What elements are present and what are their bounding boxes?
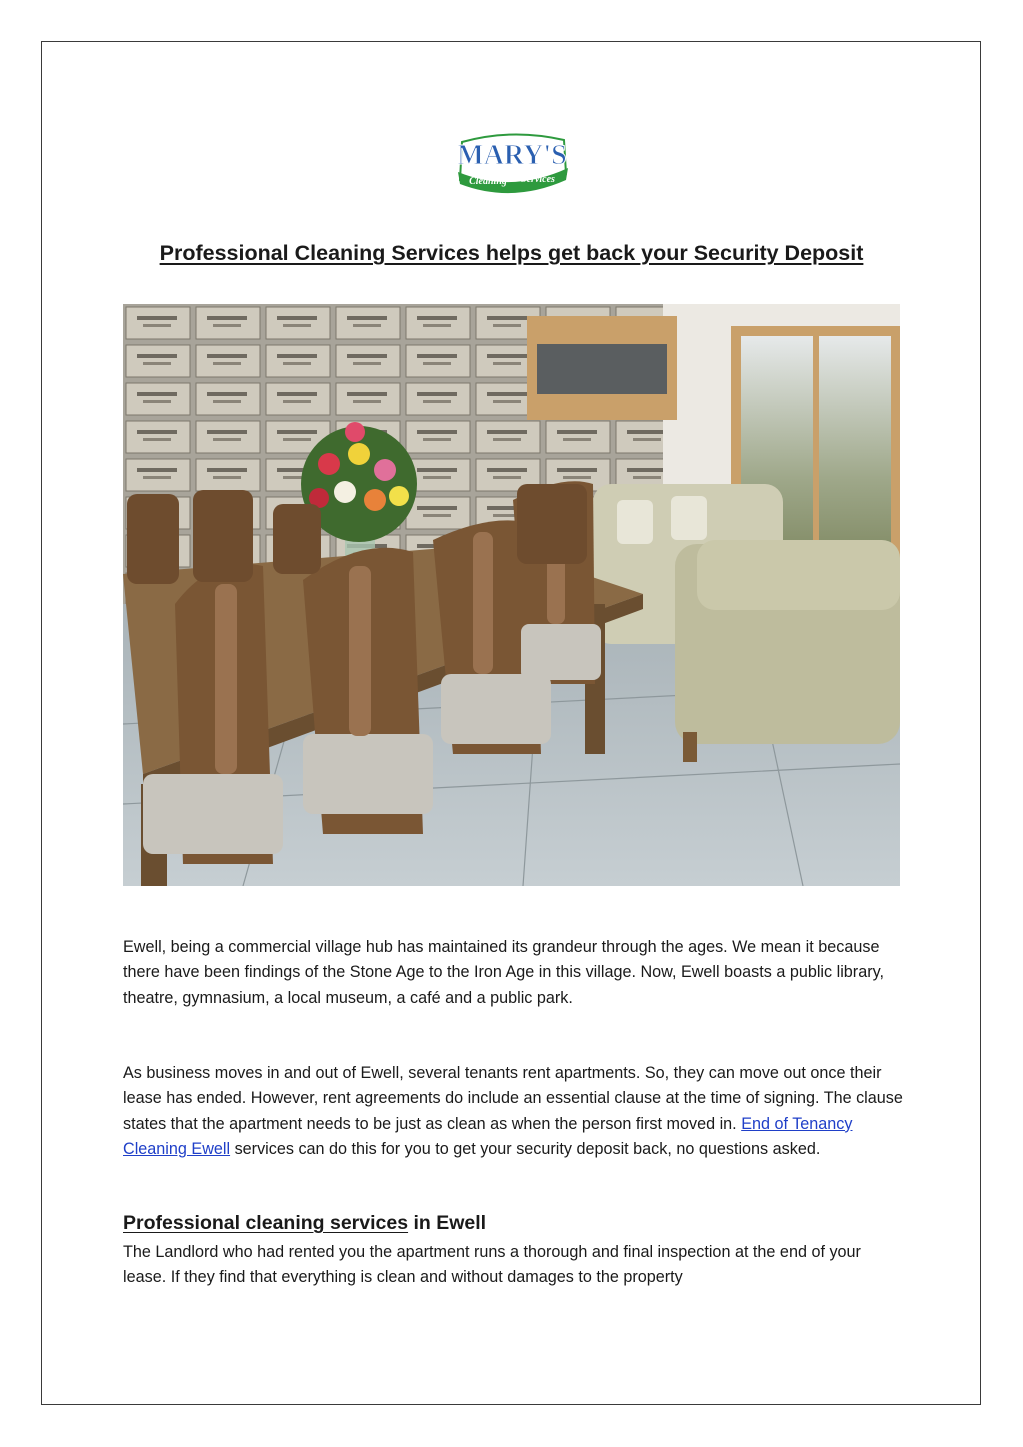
end-of-tenancy-cleaning-link[interactable]: End of Tenancy Cleaning Ewell [123,1114,853,1158]
logo-ribbon-left: Cleaning [469,176,507,187]
section-heading [123,1212,486,1235]
paragraph-2-start: As business moves in and out of Ewell, several tenants rent apartments. So, they can move out once their lease has ended. However, rent agreements do include an essential clause at the time of signing. The clause states that the apartment needs to be just as clean as when the person first moved in. [123,1064,903,1133]
section-heading-underlined: Professional cleaning services [123,1212,409,1234]
paragraph-2 [123,1061,903,1162]
paragraph-1: Ewell, being a commercial village hub has maintained its grandeur through the ages. We mean it because there have been findings of the Stone Age to the Iron Age in this village. Now, Ewell boasts a public library, theatre, gymnasium, a local museum, a café and a public park. [123,938,884,1007]
document-title: Professional Cleaning Services helps get back your Security Deposit [159,241,864,265]
marys-cleaning-logo [452,128,572,198]
section-heading-rest: in Ewell [408,1212,487,1234]
paragraph-2-end: services can do this for you to get your security deposit back, no questions asked. [230,1139,821,1158]
logo-brand-text: MARY'S [457,140,567,171]
paragraph-3: The Landlord who had rented you the apartment runs a thorough and final inspection at the end of your lease. If they find that everything is clean and without damages to the property [123,1243,861,1287]
dining-room-photo [123,304,900,886]
logo-ribbon-right: Services [521,174,555,185]
